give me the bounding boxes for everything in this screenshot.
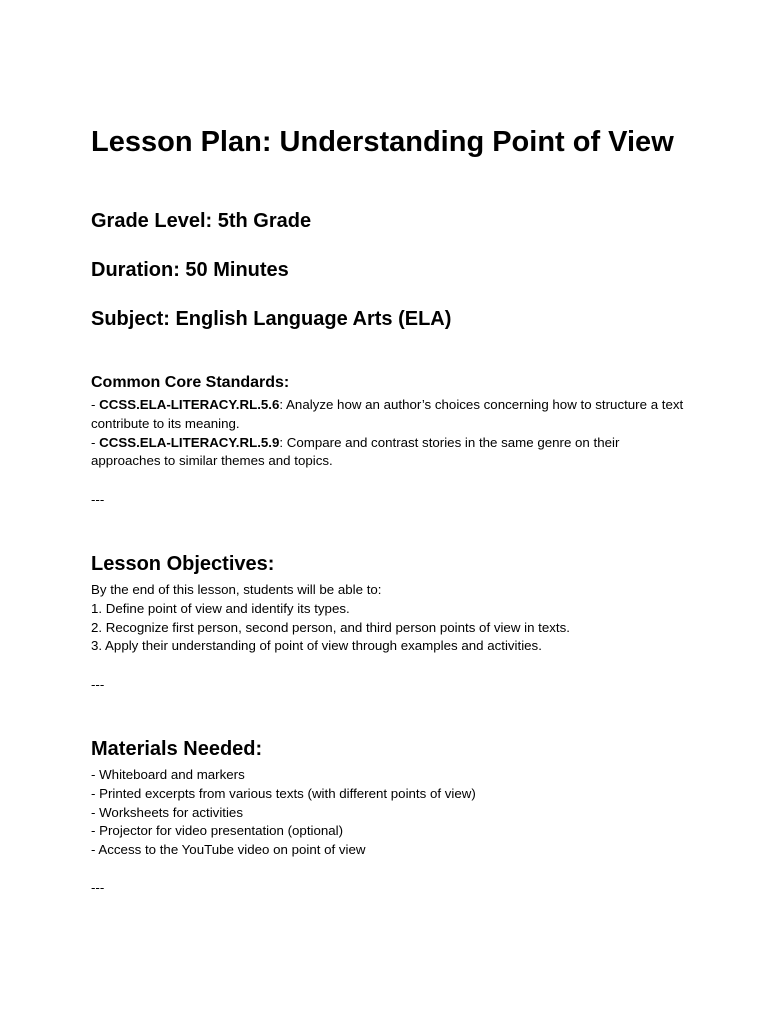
section-separator: --- — [91, 677, 105, 692]
standard-item — [91, 434, 691, 472]
standard-prefix: - — [91, 434, 100, 450]
standards-heading: Common Core Standards: — [91, 374, 290, 391]
subject: Subject: English Language Arts (ELA) — [91, 308, 452, 330]
objective-item: 2. Recognize first person, second person, and third person points of view in texts. — [91, 619, 570, 635]
materials-list — [91, 766, 691, 860]
material-item: - Whiteboard and markers — [91, 767, 245, 782]
section-separator: --- — [91, 492, 105, 507]
material-item: - Access to the YouTube video on point of view — [91, 842, 366, 858]
objectives-list — [91, 581, 691, 656]
duration: Duration: 50 Minutes — [91, 259, 289, 281]
standard-code: CCSS.ELA-LITERACY.RL.5.9 — [99, 434, 280, 450]
standard-text: : Analyze how an author’s choices concerning how to structure a text contribute to its meaning. — [91, 397, 684, 431]
standards-list — [91, 396, 691, 471]
standard-text: : Compare and contrast stories in the same genre on their approaches to similar themes and topics. — [91, 434, 620, 469]
standard-prefix: - — [91, 397, 100, 412]
material-item: - Worksheets for activities — [91, 804, 243, 820]
section-separator: --- — [91, 880, 105, 895]
objective-item: 1. Define point of view and identify its types. — [91, 600, 350, 616]
objectives-intro: By the end of this lesson, students will be able to: — [91, 582, 382, 597]
objective-item: 3. Apply their understanding of point of view through examples and activities. — [91, 638, 542, 654]
materials-heading: Materials Needed: — [91, 738, 263, 760]
material-item: - Printed excerpts from various texts (with different points of view) — [91, 785, 476, 801]
grade-level: Grade Level: 5th Grade — [91, 210, 312, 232]
standard-code: CCSS.ELA-LITERACY.RL.5.6 — [99, 397, 280, 412]
document-title: Lesson Plan: Understanding Point of View — [91, 126, 674, 158]
material-item: - Projector for video presentation (optional) — [91, 823, 344, 839]
standard-item — [91, 396, 691, 434]
objectives-heading: Lesson Objectives: — [91, 553, 275, 575]
